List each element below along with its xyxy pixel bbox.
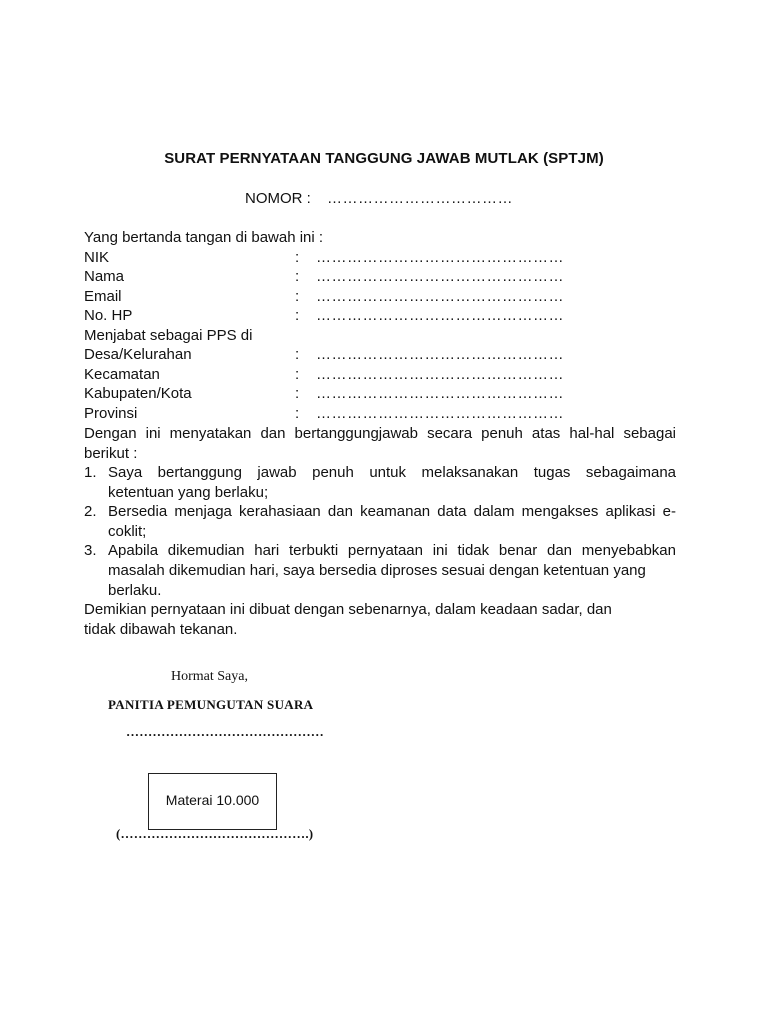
list-item-line: berlaku.: [108, 581, 162, 599]
field-colon: :: [295, 366, 300, 383]
list-item-line: Bersedia menjaga kerahasiaan dan keamanan data dalam mengakses aplikasi e-: [108, 503, 676, 521]
statement-paragraph: [84, 424, 676, 463]
field-colon: :: [295, 249, 300, 266]
closing-paragraph: [84, 600, 676, 639]
field-colon: :: [295, 268, 300, 285]
field-kecamatan: [84, 366, 684, 386]
field-colon: :: [295, 346, 300, 363]
field-nama: [84, 268, 684, 288]
name-blank: (…………………………………….): [116, 826, 314, 841]
field-label: NIK: [84, 249, 110, 266]
intro-text: Yang bertanda tangan di bawah ini :: [84, 229, 324, 246]
field-label: Menjabat sebagai PPS di: [84, 327, 253, 344]
statement-line: Dengan ini menyatakan dan bertanggungjawab secara penuh atas hal-hal sebagai: [84, 425, 676, 442]
materai-stamp-box: [148, 773, 277, 830]
field-blank: …………………………………………: [316, 405, 564, 422]
field-email: [84, 288, 684, 308]
list-item: [84, 463, 676, 502]
statement-line: berikut :: [84, 444, 138, 462]
list-number: 2.: [84, 503, 97, 521]
list-number: 3.: [84, 542, 97, 560]
list-item-line: masalah dikemudian hari, saya bersedia diproses sesuai dengan ketentuan yang: [108, 561, 646, 579]
list-item-line: Apabila dikemudian hari terbukti pernyataan ini tidak benar dan menyebabkan: [108, 542, 676, 560]
list-item: [84, 541, 676, 600]
list-item-line: coklit;: [108, 522, 147, 540]
field-colon: :: [295, 405, 300, 422]
panitia-label: PANITIA PEMUNGUTAN SUARA: [108, 697, 314, 712]
field-colon: :: [295, 288, 300, 305]
field-blank: …………………………………………: [316, 268, 564, 285]
materai-label: Materai 10.000: [165, 792, 260, 808]
field-colon: :: [295, 385, 300, 402]
list-item-line: Saya bertanggung jawab penuh untuk melaksanakan tugas sebagaimana: [108, 464, 676, 481]
field-blank: …………………………………………: [316, 385, 564, 402]
field-blank: …………………………………………: [316, 346, 564, 363]
field-label: Provinsi: [84, 405, 138, 422]
field-provinsi: [84, 405, 684, 425]
field-colon: :: [295, 307, 300, 324]
field-label: Desa/Kelurahan: [84, 346, 192, 363]
field-nik: [84, 249, 684, 269]
field-label: Kecamatan: [84, 366, 160, 383]
field-blank: …………………………………………: [316, 249, 564, 266]
document-title: SURAT PERNYATAAN TANGGUNG JAWAB MUTLAK (SPTJM): [164, 150, 604, 167]
field-blank: …………………………………………: [316, 307, 564, 324]
field-label: No. HP: [84, 307, 133, 324]
field-blank: …………………………………………: [316, 288, 564, 305]
field-label: Kabupaten/Kota: [84, 385, 192, 402]
field-label: Email: [84, 288, 122, 305]
field-label: Nama: [84, 268, 125, 285]
field-kabupaten-kota: [84, 385, 684, 405]
nomor-blank: ………………………………: [327, 190, 513, 207]
signature-line: ………………………………………: [126, 724, 324, 739]
field-no-hp: [84, 307, 684, 327]
list-item: [84, 502, 676, 541]
list-item-line: ketentuan yang berlaku;: [108, 483, 269, 501]
field-menjabat: [84, 327, 684, 347]
closing-line: Demikian pernyataan ini dibuat dengan sebenarnya, dalam keadaan sadar, dan: [84, 601, 612, 618]
field-desa-kelurahan: [84, 346, 684, 366]
nomor-label: NOMOR :: [245, 190, 311, 207]
statement-list: [84, 463, 676, 600]
field-blank: …………………………………………: [316, 366, 564, 383]
list-number: 1.: [84, 464, 97, 481]
closing-line: tidak dibawah tekanan.: [84, 620, 238, 638]
hormat-saya: Hormat Saya,: [171, 669, 248, 684]
